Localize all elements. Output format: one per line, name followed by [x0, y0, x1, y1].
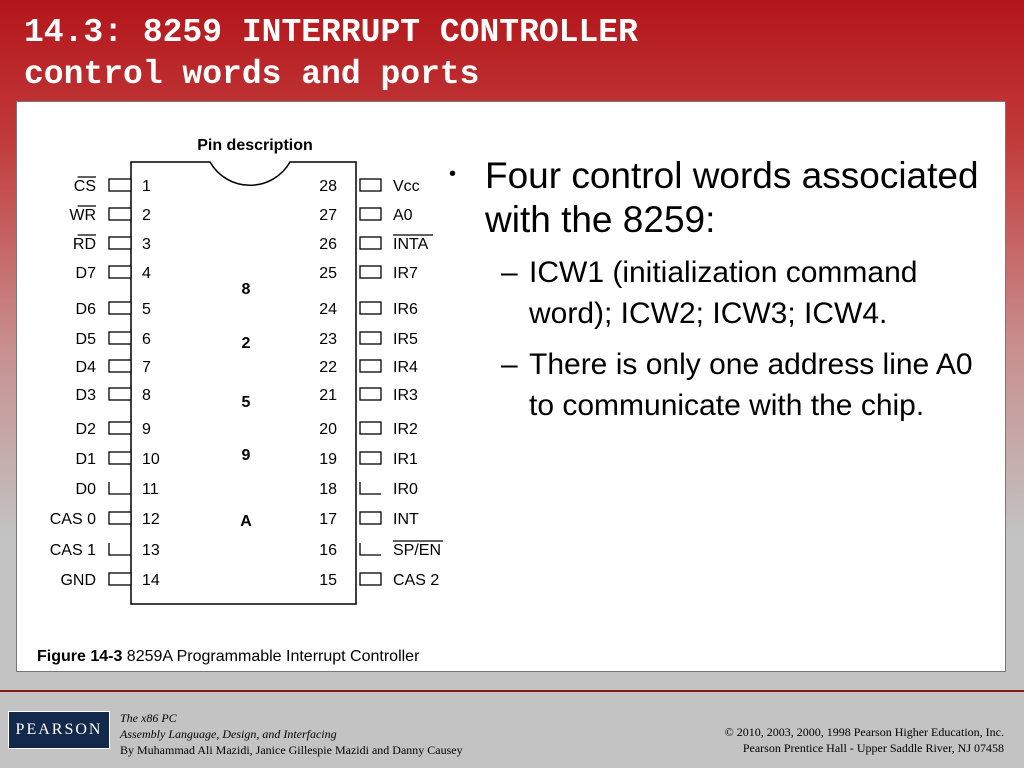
pin-number-left: 9 — [142, 421, 151, 438]
pin-number-left: 6 — [142, 331, 151, 348]
bullet-main — [447, 154, 997, 242]
chip-letter: 2 — [241, 335, 251, 352]
pin-connector-right — [360, 360, 381, 372]
pin-number-right: 22 — [319, 359, 337, 376]
pin-label-left: D6 — [75, 301, 96, 318]
pin-connector-right — [360, 482, 381, 494]
pin-connector-right — [360, 237, 381, 249]
book-subtitle: Assembly Language, Design, and Interfacing — [120, 727, 337, 741]
figure-caption — [37, 648, 419, 666]
pin-number-right: 24 — [319, 301, 337, 318]
pin-connector-right — [360, 332, 381, 344]
dash-mark: – — [501, 348, 518, 381]
pin-connector-right — [360, 266, 381, 278]
pin-connector-right — [360, 512, 381, 524]
pin-label-right: INTA — [393, 236, 429, 253]
pin-number-right: 20 — [319, 421, 337, 438]
pin-number-left: 14 — [142, 572, 160, 589]
pin-label-left: CAS 1 — [49, 542, 96, 559]
pin-label-right: IR1 — [393, 451, 418, 468]
pin-number-right: 26 — [319, 236, 337, 253]
copyright-line-2: Pearson Prentice Hall - Upper Saddle River, NJ 07458 — [742, 741, 1004, 755]
pin-label-right: IR4 — [393, 359, 418, 376]
chip-letter: A — [240, 513, 252, 530]
figure-caption-text: 8259A Programmable Interrupt Controller — [122, 648, 420, 665]
pin-connector-right — [360, 208, 381, 220]
pin-connector-left — [109, 237, 131, 249]
pin-number-right: 15 — [319, 572, 337, 589]
pin-connector-right — [360, 302, 381, 314]
sub-bullet-1 — [447, 252, 997, 334]
pin-label-right: IR5 — [393, 331, 418, 348]
figure-caption-label: Figure 14-3 — [37, 648, 123, 665]
pin-label-left: WR — [69, 207, 96, 224]
pin-number-left: 11 — [142, 481, 159, 498]
title-line-2: control words and ports — [24, 56, 480, 93]
sub-bullet-2-text: There is only one address line A0 to communicate with the chip. — [529, 348, 973, 422]
bullet-main-text: Four control words associated with the 8259: — [485, 155, 979, 240]
pin-connector-left — [109, 360, 131, 372]
pin-label-left: CS — [73, 178, 96, 195]
pin-label-left: RD — [72, 236, 96, 253]
chip-letter: 8 — [241, 281, 251, 298]
chip-letter: 9 — [241, 447, 251, 464]
pin-number-right: 25 — [319, 265, 337, 282]
pin-connector-right — [360, 388, 381, 400]
pin-number-left: 12 — [142, 511, 160, 528]
pin-number-left: 7 — [142, 359, 151, 376]
pin-label-right: CAS 2 — [393, 572, 440, 589]
pin-number-left: 13 — [142, 542, 160, 559]
pin-label-left: D4 — [75, 359, 96, 376]
pin-connector-left — [109, 482, 131, 494]
pin-number-right: 21 — [319, 387, 337, 404]
pin-connector-right — [360, 422, 381, 434]
book-authors: By Muhammad Ali Mazidi, Janice Gillespie Mazidi and Danny Causey — [120, 743, 463, 757]
pin-connector-left — [109, 208, 131, 220]
pin-number-left: 10 — [142, 451, 160, 468]
pin-number-right: 23 — [319, 331, 337, 348]
pin-label-right: IR2 — [393, 421, 418, 438]
slide-title — [24, 12, 638, 96]
pin-number-right: 28 — [319, 178, 337, 195]
book-info — [120, 710, 463, 758]
pin-label-right: SP/EN — [393, 542, 442, 559]
pearson-logo: PEARSON — [8, 711, 110, 749]
pin-connector-left — [109, 422, 131, 434]
copyright — [725, 724, 1004, 756]
copyright-line-1: © 2010, 2003, 2000, 1998 Pearson Higher Education, Inc. — [724, 725, 1004, 739]
pin-label-right: IR3 — [393, 387, 418, 404]
chip-letter: 5 — [241, 394, 251, 411]
pin-label-right: IR0 — [393, 481, 418, 498]
pin-label-left: D3 — [75, 387, 96, 404]
pin-connector-left — [109, 543, 131, 555]
pin-connector-left — [109, 512, 131, 524]
pin-connector-left — [109, 302, 131, 314]
pin-label-left: D5 — [75, 331, 96, 348]
sub-bullet-1-text: ICW1 (initialization command word); ICW2; ICW3; ICW4. — [529, 256, 918, 330]
pin-label-left: D1 — [75, 451, 96, 468]
pin-label-left: CAS 0 — [49, 511, 96, 528]
pin-number-left: 3 — [142, 236, 151, 253]
pin-number-right: 19 — [319, 451, 337, 468]
pin-number-left: 5 — [142, 301, 151, 318]
pin-number-left: 4 — [142, 265, 151, 282]
title-line-1: 14.3: 8259 INTERRUPT CONTROLLER — [24, 14, 638, 51]
pin-connector-right — [360, 543, 381, 555]
pin-number-left: 8 — [142, 387, 151, 404]
pin-number-left: 2 — [142, 207, 151, 224]
pin-label-right: A0 — [393, 207, 413, 224]
pin-connector-right — [360, 452, 381, 464]
pin-label-right: IR7 — [393, 265, 418, 282]
content-panel — [16, 101, 1006, 672]
pin-connector-left — [109, 332, 131, 344]
pin-label-right: IR6 — [393, 301, 418, 318]
bullet-dot: • — [449, 163, 457, 185]
footer-rule — [0, 690, 1024, 692]
pin-label-left: D7 — [75, 265, 96, 282]
pin-number-left: 1 — [142, 178, 151, 195]
sub-bullet-2 — [447, 344, 997, 426]
pin-connector-left — [109, 179, 131, 191]
pin-label-left: D0 — [75, 481, 96, 498]
chip-body — [131, 162, 356, 604]
pin-label-left: D2 — [75, 421, 96, 438]
pin-connector-left — [109, 388, 131, 400]
pin-description-heading: Pin description — [197, 137, 313, 154]
pin-connector-left — [109, 266, 131, 278]
pin-connector-right — [360, 573, 381, 585]
pin-label-right: INT — [393, 511, 419, 528]
pin-number-right: 16 — [319, 542, 337, 559]
pin-number-right: 27 — [319, 207, 337, 224]
pin-connector-right — [360, 179, 381, 191]
pin-connector-left — [109, 573, 131, 585]
pin-number-right: 17 — [319, 511, 337, 528]
book-title: The x86 PC — [120, 711, 177, 725]
pin-label-left: GND — [60, 572, 96, 589]
dash-mark: – — [501, 256, 518, 289]
pin-label-right: Vcc — [393, 178, 420, 195]
bullet-list — [447, 154, 997, 426]
pin-connector-left — [109, 452, 131, 464]
pin-number-right: 18 — [319, 481, 337, 498]
